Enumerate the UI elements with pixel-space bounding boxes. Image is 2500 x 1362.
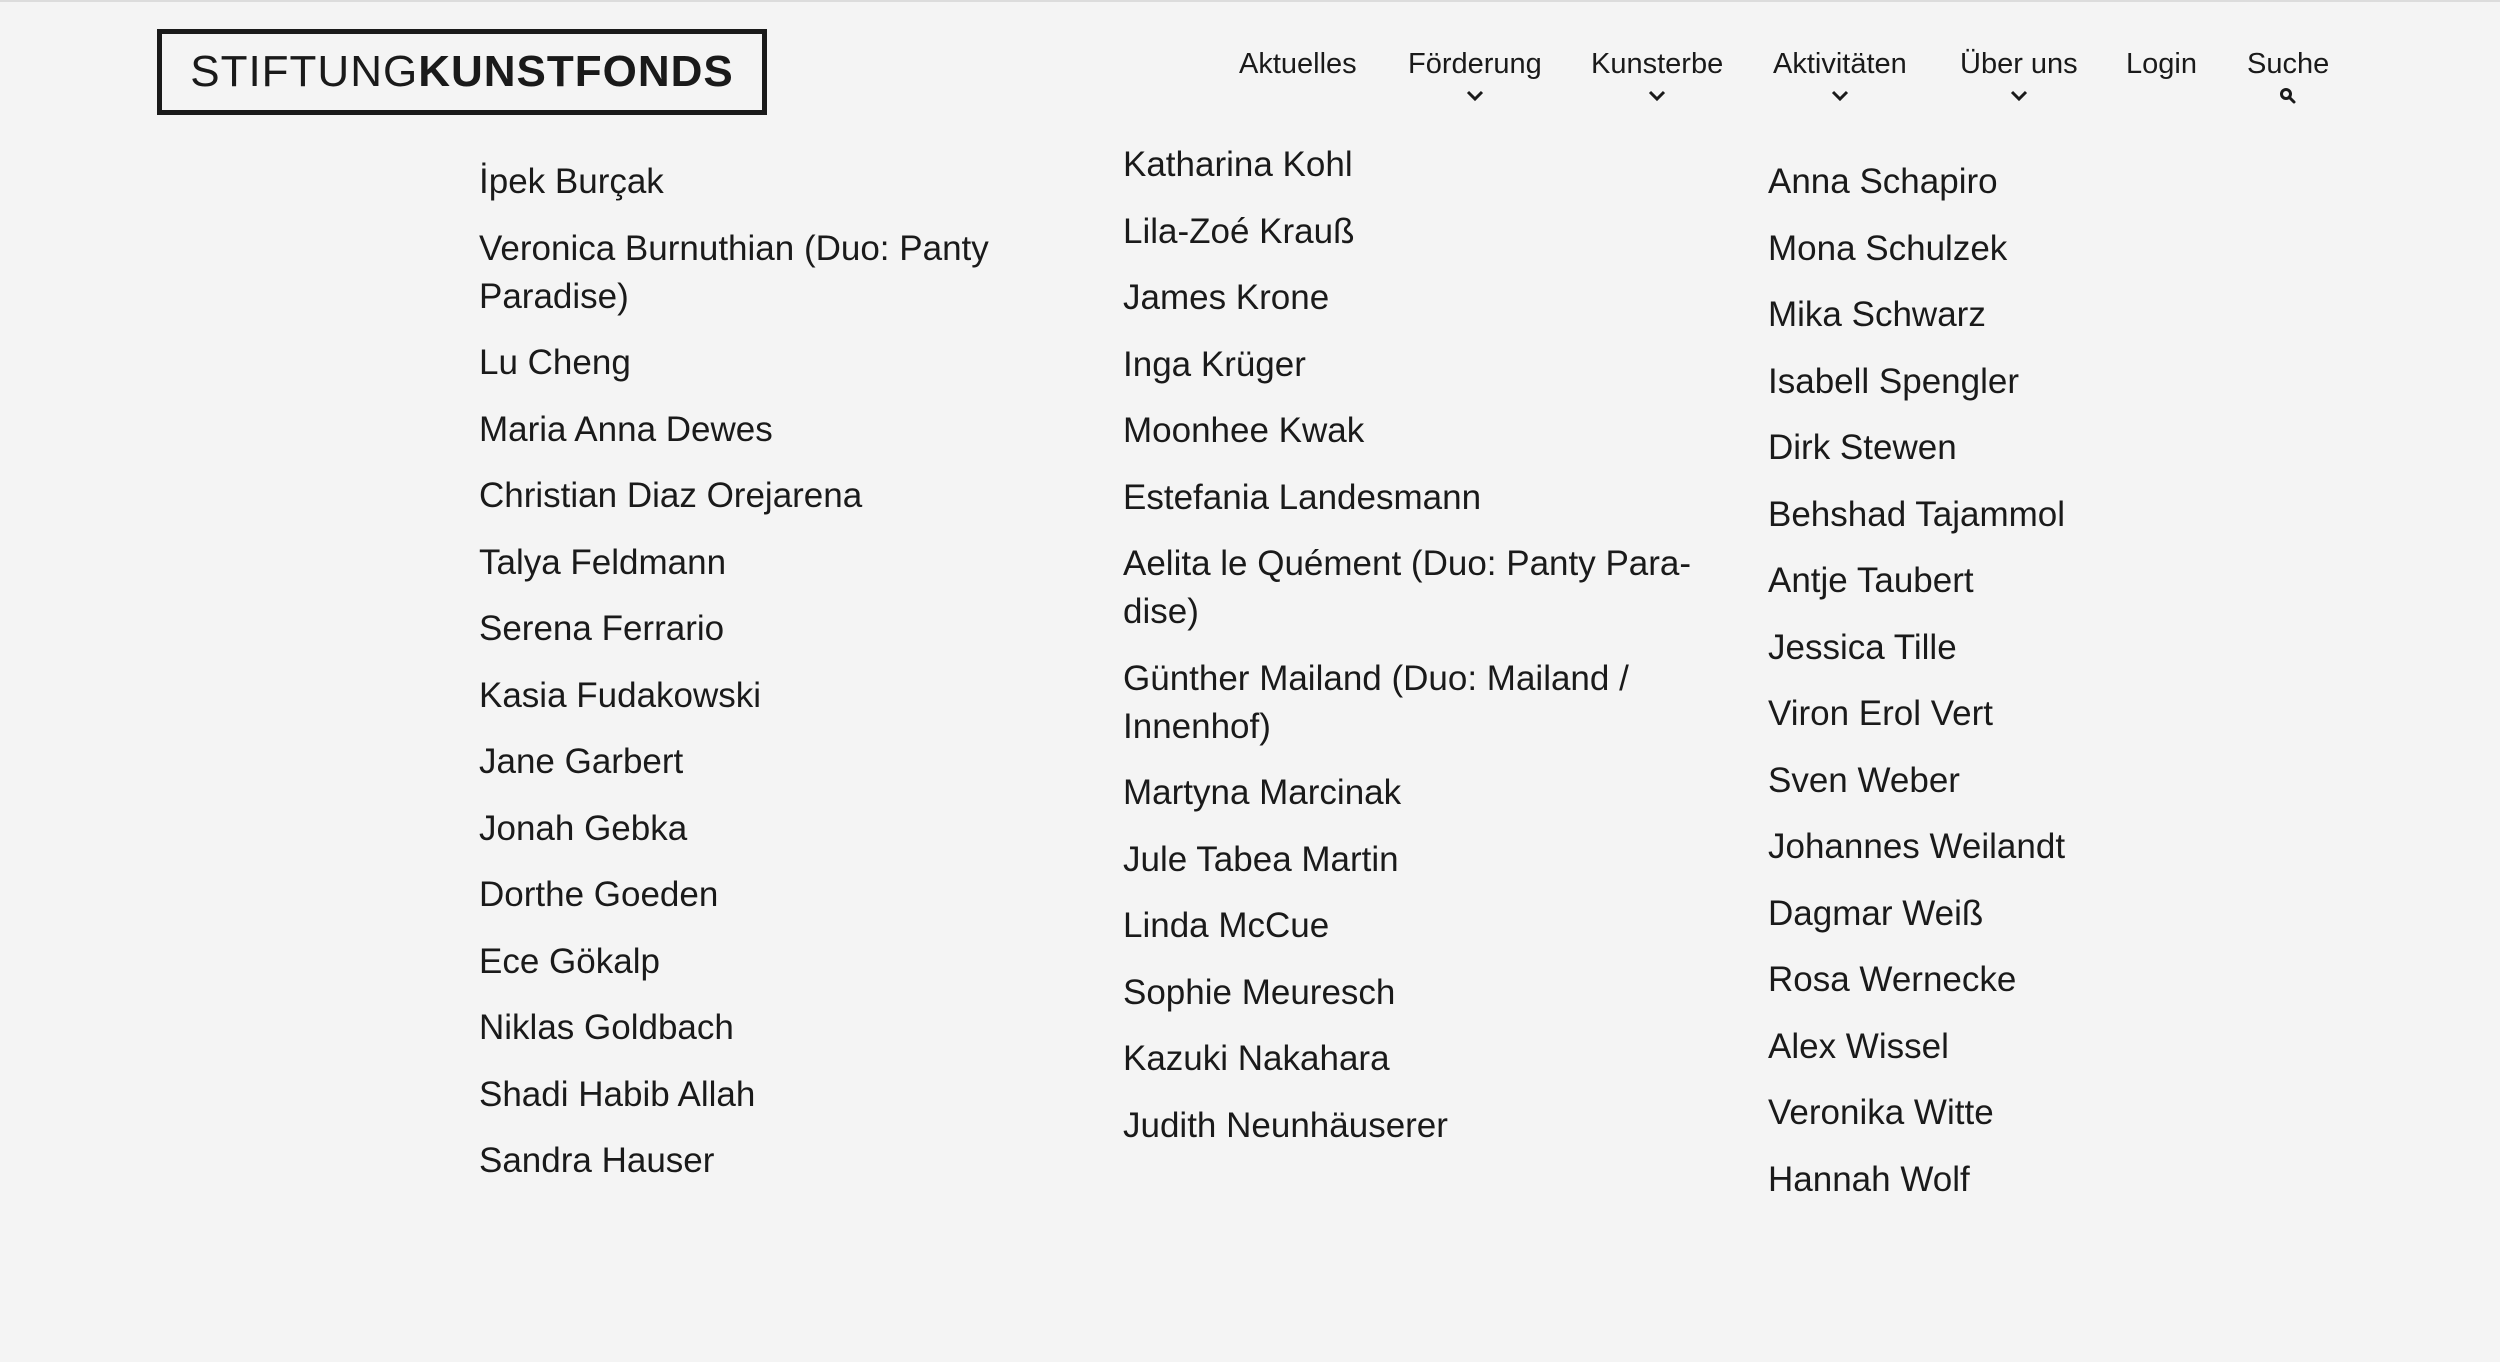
nav-item-label: Login: [2126, 48, 2197, 80]
top-border: [0, 0, 2500, 2]
logo-text-light: STIFTUNG: [190, 47, 419, 96]
list-item[interactable]: Martyna Marcinak: [1123, 773, 1402, 812]
names-column-3: [1768, 158, 2328, 1222]
list-item[interactable]: Mika Schwarz: [1768, 295, 1986, 334]
list-item[interactable]: Aelita le Quément (Duo: Panty Para-dise): [1123, 544, 1692, 631]
list-item[interactable]: Dirk Stewen: [1768, 428, 1957, 467]
nav-item-suche[interactable]: [2247, 48, 2329, 107]
list-item[interactable]: Ece Gökalp: [479, 941, 660, 981]
list-item[interactable]: Kasia Fudakowski: [479, 675, 762, 715]
nav-item-label: Förderung: [1408, 48, 1542, 80]
list-item[interactable]: Lu Cheng: [479, 343, 631, 382]
list-item[interactable]: James Krone: [1123, 278, 1330, 317]
chevron-down-icon[interactable]: [1647, 85, 1667, 107]
nav-item-kunsterbe[interactable]: [1591, 48, 1723, 107]
list-item[interactable]: Dorthe Goeden: [479, 875, 719, 914]
list-item[interactable]: Sophie Meuresch: [1123, 972, 1396, 1012]
list-item[interactable]: Sandra Hauser: [479, 1141, 715, 1180]
list-item[interactable]: Niklas Goldbach: [479, 1008, 734, 1047]
names-column-2: [1123, 141, 1703, 1168]
nav-item-aktuelles[interactable]: [1239, 48, 1357, 81]
list-item[interactable]: Sven Weber: [1768, 760, 1960, 800]
list-item[interactable]: Talya Feldmann: [479, 542, 727, 582]
list-item[interactable]: Linda McCue: [1123, 906, 1330, 945]
list-item[interactable]: Jule Tabea Martin: [1123, 839, 1399, 879]
site-logo[interactable]: [157, 29, 767, 115]
main-navigation: [1200, 48, 2500, 128]
nav-item-label: Über uns: [1960, 48, 2078, 80]
list-item[interactable]: Maria Anna Dewes: [479, 409, 773, 449]
nav-item-ueber-uns[interactable]: [1960, 48, 2078, 107]
list-item[interactable]: Rosa Wernecke: [1768, 960, 2017, 999]
list-item[interactable]: Lila-Zoé Krauß: [1123, 211, 1355, 251]
logo-text-bold: KUNSTFONDS: [418, 47, 734, 96]
list-item[interactable]: Moonhee Kwak: [1123, 411, 1365, 450]
list-item[interactable]: Isabell Spengler: [1768, 361, 2019, 401]
list-item[interactable]: Hannah Wolf: [1768, 1159, 1970, 1199]
list-item[interactable]: Kazuki Nakahara: [1123, 1039, 1390, 1078]
list-item[interactable]: Christian Diaz Orejarena: [479, 476, 863, 515]
nav-item-label: Aktuelles: [1239, 48, 1357, 80]
list-item[interactable]: Estefania Landesmann: [1123, 477, 1482, 517]
list-item[interactable]: Alex Wissel: [1768, 1026, 1949, 1066]
list-item[interactable]: Jonah Gebka: [479, 808, 688, 848]
list-item[interactable]: Shadi Habib Allah: [479, 1074, 756, 1114]
list-item[interactable]: Inga Krüger: [1123, 344, 1306, 384]
nav-item-aktivitaeten[interactable]: [1773, 48, 1907, 107]
nav-item-label: Aktivitäten: [1773, 48, 1907, 80]
list-item[interactable]: Dagmar Weiß: [1768, 893, 1984, 933]
chevron-down-icon[interactable]: [1830, 85, 1850, 107]
list-item[interactable]: Judith Neunhäuserer: [1123, 1105, 1448, 1145]
nav-item-label: Kunsterbe: [1591, 48, 1724, 80]
list-item[interactable]: Günther Mailand (Duo: Mailand / Innenhof): [1123, 658, 1629, 746]
names-column-1: [479, 158, 1039, 1204]
nav-item-login[interactable]: [2126, 48, 2197, 81]
list-item[interactable]: Jane Garbert: [479, 742, 684, 781]
list-item[interactable]: Katharina Kohl: [1123, 145, 1353, 184]
list-item[interactable]: Johannes Weilandt: [1768, 827, 2066, 866]
list-item[interactable]: Jessica Tille: [1768, 627, 1957, 667]
search-icon[interactable]: [2279, 85, 2297, 107]
list-item[interactable]: İpek Burçak: [479, 162, 664, 201]
list-item[interactable]: Anna Schapiro: [1768, 162, 1998, 201]
list-item[interactable]: Mona Schulzek: [1768, 228, 2008, 268]
list-item[interactable]: Veronica Burnuthian (Duo: Panty Paradise): [479, 228, 989, 316]
list-item[interactable]: Behshad Tajammol: [1768, 494, 2066, 534]
chevron-down-icon[interactable]: [2009, 85, 2029, 107]
chevron-down-icon[interactable]: [1465, 85, 1485, 107]
nav-item-foerderung[interactable]: [1408, 48, 1542, 107]
nav-item-label: Suche: [2247, 48, 2330, 80]
list-item[interactable]: Antje Taubert: [1768, 561, 1974, 600]
list-item[interactable]: Serena Ferrario: [479, 609, 725, 648]
list-item[interactable]: Veronika Witte: [1768, 1093, 1994, 1132]
list-item[interactable]: Viron Erol Vert: [1768, 694, 1994, 733]
